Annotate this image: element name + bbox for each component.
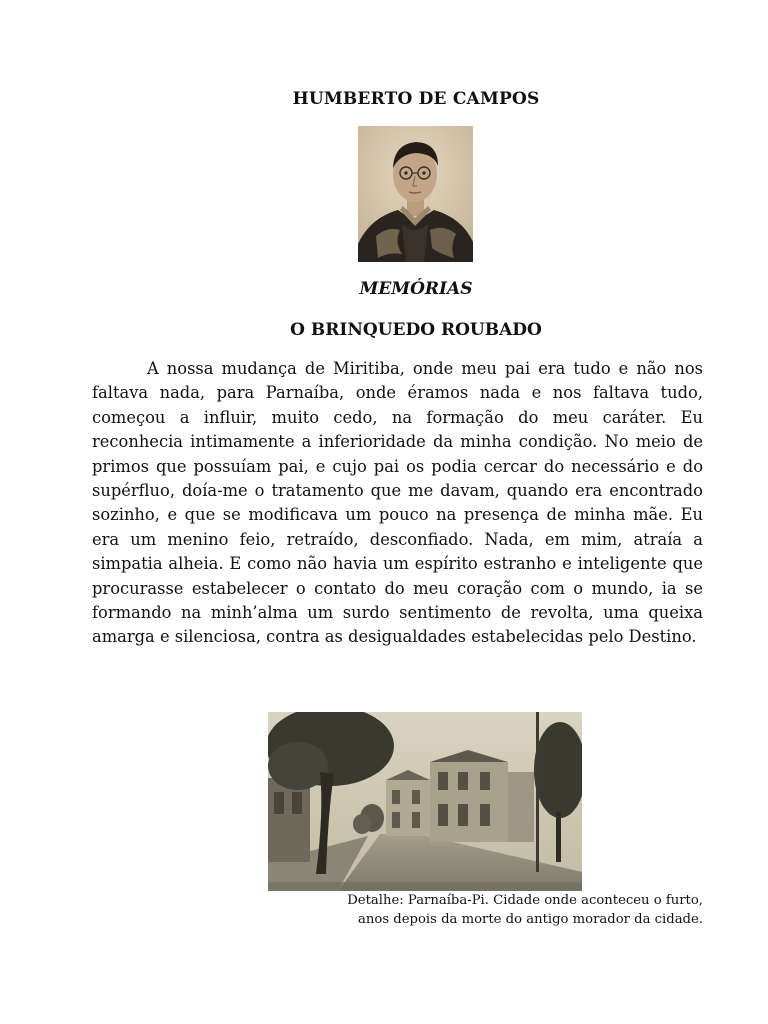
- caption-line-2: anos depois da morte do antigo morador da cidade.: [358, 912, 703, 927]
- portrait-illustration: [358, 126, 473, 262]
- body-paragraph: A nossa mudança de Miritiba, onde meu pai era tudo e não nos faltava nada, para Parnaíba, onde éramos nada e nos faltava tudo, começou a influir, muito cedo, na formação do meu caráter. Eu reconhecia intimamente a inferioridade da minha condição. No meio de primos que possuíam pai, e cujo pai os podia cercar do necessário e do supérfluo, doía-me o tratamento que me davam, quando era encontrado sozinho, e que se modificava um pouco na presença de minha mãe. Eu era um menino feio, retraído, desconfiado. Nada, em mim, atraía a simpatia alheia. E como não havia um espírito estranho e inteligente que procurasse estabelecer o contato do meu coração com o mundo, ia se formando na minh’alma um surdo sentimento de revolta, uma queixa amarga e silenciosa, contra as desigualdades estabelecidas pelo Destino.: [92, 359, 703, 647]
- street-photo: [268, 712, 582, 891]
- book-title: MEMÓRIAS: [359, 279, 473, 299]
- caption-line-1: Detalhe: Parnaíba-Pi. Cidade onde aconteceu o furto,: [347, 893, 703, 908]
- street-photo-illustration: [268, 712, 582, 891]
- author-portrait-photo: [358, 126, 473, 262]
- photo-caption: [268, 891, 703, 929]
- author-heading: HUMBERTO DE CAMPOS: [292, 89, 540, 109]
- chapter-title: O BRINQUEDO ROUBADO: [290, 320, 542, 340]
